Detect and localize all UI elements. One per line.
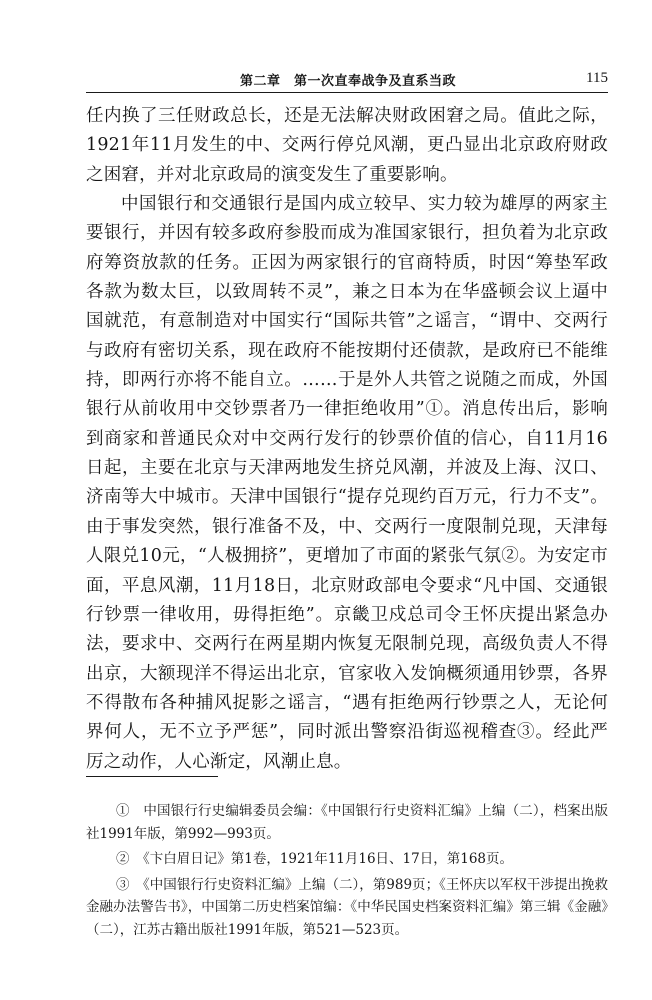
main-text [86,102,608,777]
paragraph-bank-crisis: 中国银行和交通银行是国内成立较早、实力较为雄厚的两家主要银行，并因有较多政府参股而成为准国家银行，担负着为北京政府筹资放款的任务。正因为两家银行的官商特质，时因“筹垫军政各款为数太巨，以致周转不灵”，兼之日本为在华盛顿会议上逼中国就范，有意制造对中国实行“国际共管”之谣言，“谓中、交两行与政府有密切关系，现在政府不能按期付还债款，是政府已不能维持，即两行亦将不能自立。……于是外人共管之说随之而成，外国银行从前收用中交钞票者乃一律拒绝收用”①。消息传出后，影响到商家和普通民众对中交两行发行的钞票价值的信心，自11月16日起，主要在北京与天津两地发生挤兑风潮，并波及上海、汉口、济南等大中城市。天津中国银行“提存兑现约百万元，行力不支”。由于事发突然，银行准备不及，中、交两行一度限制兑现，天津每人限兑10元，“人极拥挤”，更增加了市面的紧张气氛②。为安定市面，平息风潮，11月18日，北京财政部电令要求“凡中国、交通银行钞票一律收用，毋得拒绝”。京畿卫戍总司令王怀庆提出紧急办法，要求中、交两行在两星期内恢复无限制兑现，高级负责人不得出京，大额现洋不得运出北京，官家收入发饷概须通用钞票，各界不得散布各种捕风捉影之谣言，“遇有拒绝两行钞票之人，无论何界何人，无不立予严惩”，同时派出警察沿街巡视稽查③。经此严厉之动作，人心渐定，风潮止息。 [86,194,608,772]
footnote-text: 《中国银行行史资料汇编》上编（二），第989页；《王怀庆以军权干涉提出挽救金融办法警告书》，中国第二历史档案馆编：《中华民国史档案资料汇编》第三辑《金融》（二），江苏古籍出版社1991年版，第521—523页。 [86,876,608,938]
footnotes [86,800,608,944]
footnote-text: 《卞白眉日记》第1卷，1921年11月16日、17日，第168页。 [143,851,513,867]
running-header [86,70,608,90]
footnote-marker: ② [116,851,130,867]
page-number: 115 [586,70,608,86]
footnote-3 [86,874,608,942]
footnote-marker: ① [116,803,130,819]
footnote-marker: ③ [116,876,130,893]
footnote-text: 中国银行行史编辑委员会编：《中国银行行史资料汇编》上编（二），档案出版社1991年版，第992—993页。 [86,803,609,842]
paragraph-continuation: 任内换了三任财政总长，还是无法解决财政困窘之局。值此之际，1921年11月发生的中、交两行停兑风潮，更凸显出北京政府财政之困窘，并对北京政局的演变发生了重要影响。 [86,106,608,185]
footnote-1 [86,800,608,845]
header-rule [86,92,608,93]
chapter-title: 第二章 第一次直奉战争及直系当政 [240,74,457,89]
footnote-separator [86,776,218,777]
footnote-2 [86,848,608,871]
